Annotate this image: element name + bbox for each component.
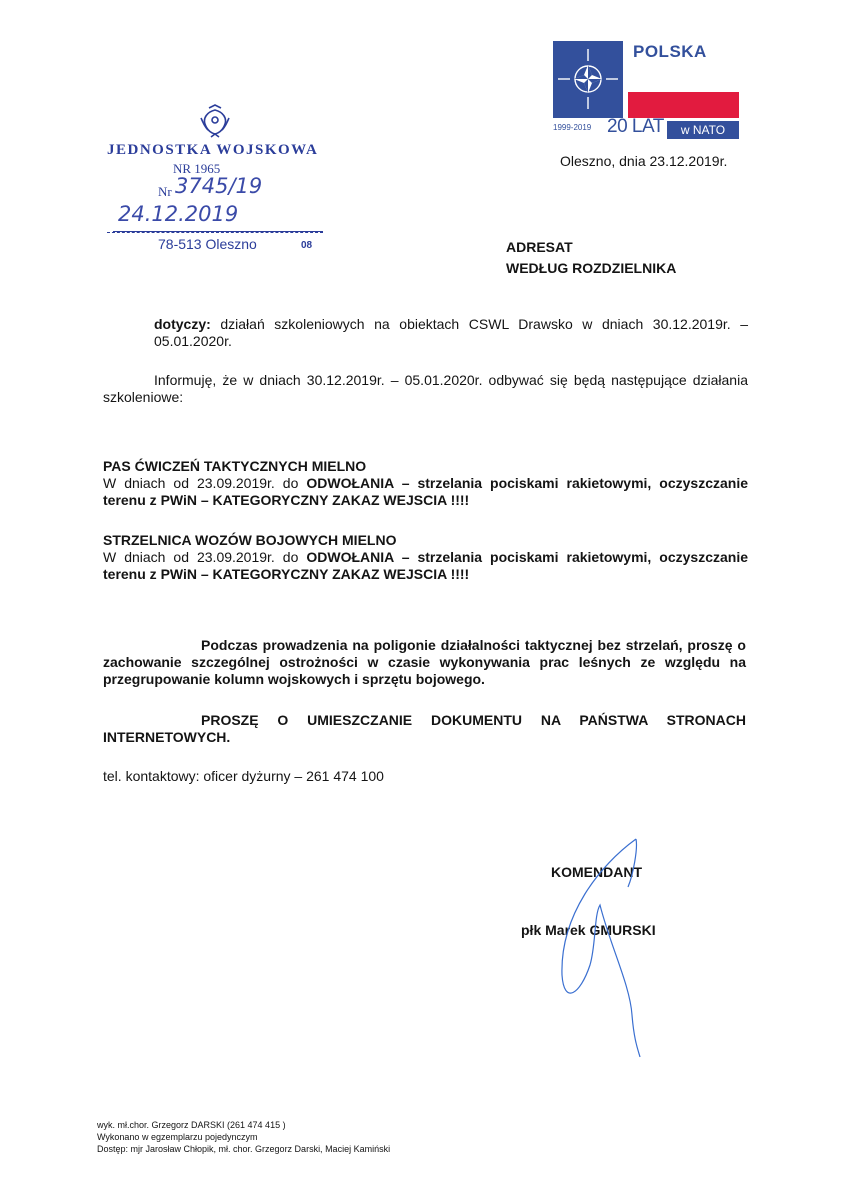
- stamp-address: 78-513 Oleszno: [158, 236, 257, 252]
- stamp-nr-prefix: Nr: [158, 184, 172, 199]
- request-text: PROSZĘ O UMIESZCZANIE DOKUMENTU NA PAŃSTWA STRONACH INTERNETOWYCH.: [103, 712, 746, 745]
- footer-line: wyk. mł.chor. Grzegorz DARSKI (261 474 415 ): [97, 1120, 286, 1130]
- section-text: [103, 475, 748, 509]
- section-text: [103, 549, 748, 583]
- nato-compass-star-icon: [553, 41, 623, 118]
- handwritten-signature: [540, 835, 700, 1065]
- contact-line: tel. kontaktowy: oficer dyżurny – 261 474 100: [103, 768, 384, 784]
- request-paragraph: [103, 712, 746, 746]
- logo-country: POLSKA: [633, 42, 707, 61]
- stamp-received-date: 24.12.2019: [118, 202, 239, 226]
- section-training-area: [103, 458, 748, 509]
- section-notice: ODWOŁANIA – strzelania pociskami rakietowymi, oczyszczanie terenu z PWiN – KATEGORYCZNY ZAKAZ WEJSCIA !!!!: [103, 475, 748, 508]
- place-and-date: Oleszno, dnia 23.12.2019r.: [560, 153, 728, 169]
- signer-name: płk Marek GMURSKI: [521, 922, 656, 938]
- subject-text: działań szkoleniowych na obiektach CSWL Drawsko w dniach 30.12.2019r. – 05.01.2020r.: [154, 316, 748, 349]
- stamp-registration-number: 3745/19: [175, 174, 263, 198]
- section-notice: ODWOŁANIA – strzelania pociskami rakietowymi, oczyszczanie terenu z PWiN – KATEGORYCZNY ZAKAZ WEJSCIA !!!!: [103, 549, 748, 582]
- footer-line: Dostęp: mjr Jarosław Chłopik, mł. chor. Grzegorz Darski, Maciej Kamiński: [97, 1144, 391, 1154]
- section-title: PAS ĆWICZEŃ TAKTYCZNYCH MIELNO: [103, 458, 367, 474]
- addressee-line-2: WEDŁUG ROZDZIELNIKA: [506, 260, 677, 276]
- footer-line: Wykonano w egzemplarzu pojedynczym: [97, 1132, 258, 1142]
- caution-text: Podczas prowadzenia na poligonie działalności taktycznej bez strzelań, proszę o zachowanie szczególnej ostrożności w czasie wykonywania prac leśnych ze względu na przegrupowanie kolumn wojskowych i sprzętu bojowego.: [103, 637, 746, 687]
- subject-label: dotyczy:: [154, 316, 211, 332]
- eagle-emblem-icon: [198, 104, 232, 140]
- stamp-divider-solid: [113, 231, 323, 232]
- subject-paragraph: [154, 316, 748, 350]
- intro-text: Informuję, że w dniach 30.12.2019r. – 05.01.2020r. odbywać się będą następujące działania szkoleniowe:: [103, 372, 748, 405]
- addressee-line-1: ADRESAT: [506, 239, 573, 255]
- intro-paragraph: [103, 372, 748, 406]
- stamp-unit-name: JEDNOSTKA WOJSKOWA: [107, 142, 319, 158]
- addressee-block: [506, 237, 676, 279]
- section-title: STRZELNICA WOZÓW BOJOWYCH MIELNO: [103, 532, 397, 548]
- stamp-unit-number: NR 1965: [173, 161, 221, 176]
- stamp-divider: [107, 232, 323, 233]
- stamp-code: 08: [301, 240, 313, 251]
- section-prefix: W dniach od 23.09.2019r. do: [103, 475, 299, 491]
- nato-logo: [553, 41, 623, 118]
- footer-notes: [97, 1119, 390, 1155]
- logo-anniversary: 20 LAT: [607, 116, 664, 137]
- signer-role: KOMENDANT: [551, 864, 642, 880]
- section-firing-range: [103, 532, 748, 583]
- logo-alliance-badge: w NATO: [667, 121, 739, 139]
- section-prefix: W dniach od 23.09.2019r. do: [103, 549, 299, 565]
- polish-flag-red-stripe: [628, 92, 739, 118]
- caution-paragraph: [103, 637, 746, 688]
- logo-years: 1999-2019: [553, 123, 592, 132]
